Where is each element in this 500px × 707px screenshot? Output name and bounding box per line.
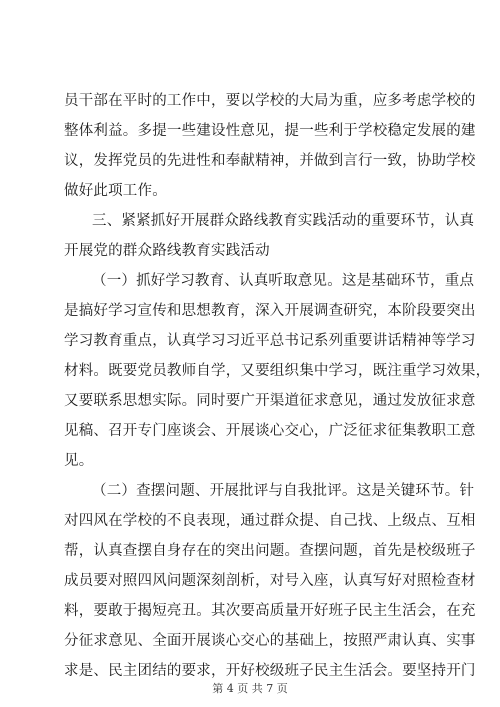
subsection-heading-line: （一）抓好学习教育、认真听取意见。这是基础环节，重点 [92, 273, 475, 289]
text-line: 求是、民主团结的要求，开好校级班子民主生活会。要坚持开门 [64, 663, 476, 679]
text-line: 议，发挥党员的先进性和奉献精神，并做到言行一致，协助学校 [64, 153, 476, 169]
subsection-heading-line: （二）查摆问题、开展批评与自我批评。这是关键环节。针 [92, 483, 475, 499]
text-line: 成员要对照四风问题深刻剖析，对号入座，认真写好对照检查材 [64, 573, 476, 589]
text-line: 见稿、召开专门座谈会、开展谈心交心，广泛征求征集教职工意 [64, 423, 476, 439]
section-heading-line: 开展党的群众路线教育实践活动 [64, 243, 270, 259]
text-line: 整体利益。多提一些建设性意见，提一些利于学校稳定发展的建 [64, 123, 476, 139]
text-line: 学习教育重点，认真学习习近平总书记系列重要讲话精神等学习 [64, 333, 476, 349]
text-line: 是搞好学习宣传和思想教育，深入开展调查研究，本阶段要突出 [64, 303, 476, 319]
text-line: 做好此项工作。 [64, 183, 167, 199]
text-line: 见。 [64, 453, 94, 469]
page-footer: 第 4 页 共 7 页 [212, 682, 288, 695]
section-heading-line: 三、紧紧抓好开展群众路线教育实践活动的重要环节，认真 [92, 213, 475, 229]
text-line: 员干部在平时的工作中，要以学校的大局为重，应多考虑学校的 [64, 93, 476, 109]
text-line: 帮，认真查摆自身存在的突出问题。查摆问题，首先是校级班子 [64, 543, 476, 559]
text-line: 材料。既要党员教师自学，又要组织集中学习，既注重学习效果， [64, 363, 491, 379]
text-line: 对四风在学校的不良表现，通过群众提、自己找、上级点、互相 [64, 513, 476, 529]
text-line: 又要联系思想实际。同时要广开渠道征求意见，通过发放征求意 [64, 393, 476, 409]
text-line: 料，要敢于揭短亮丑。其次要高质量开好班子民主生活会，在充 [64, 603, 476, 619]
text-line: 分征求意见、全面开展谈心交心的基础上，按照严肃认真、实事 [64, 633, 476, 649]
